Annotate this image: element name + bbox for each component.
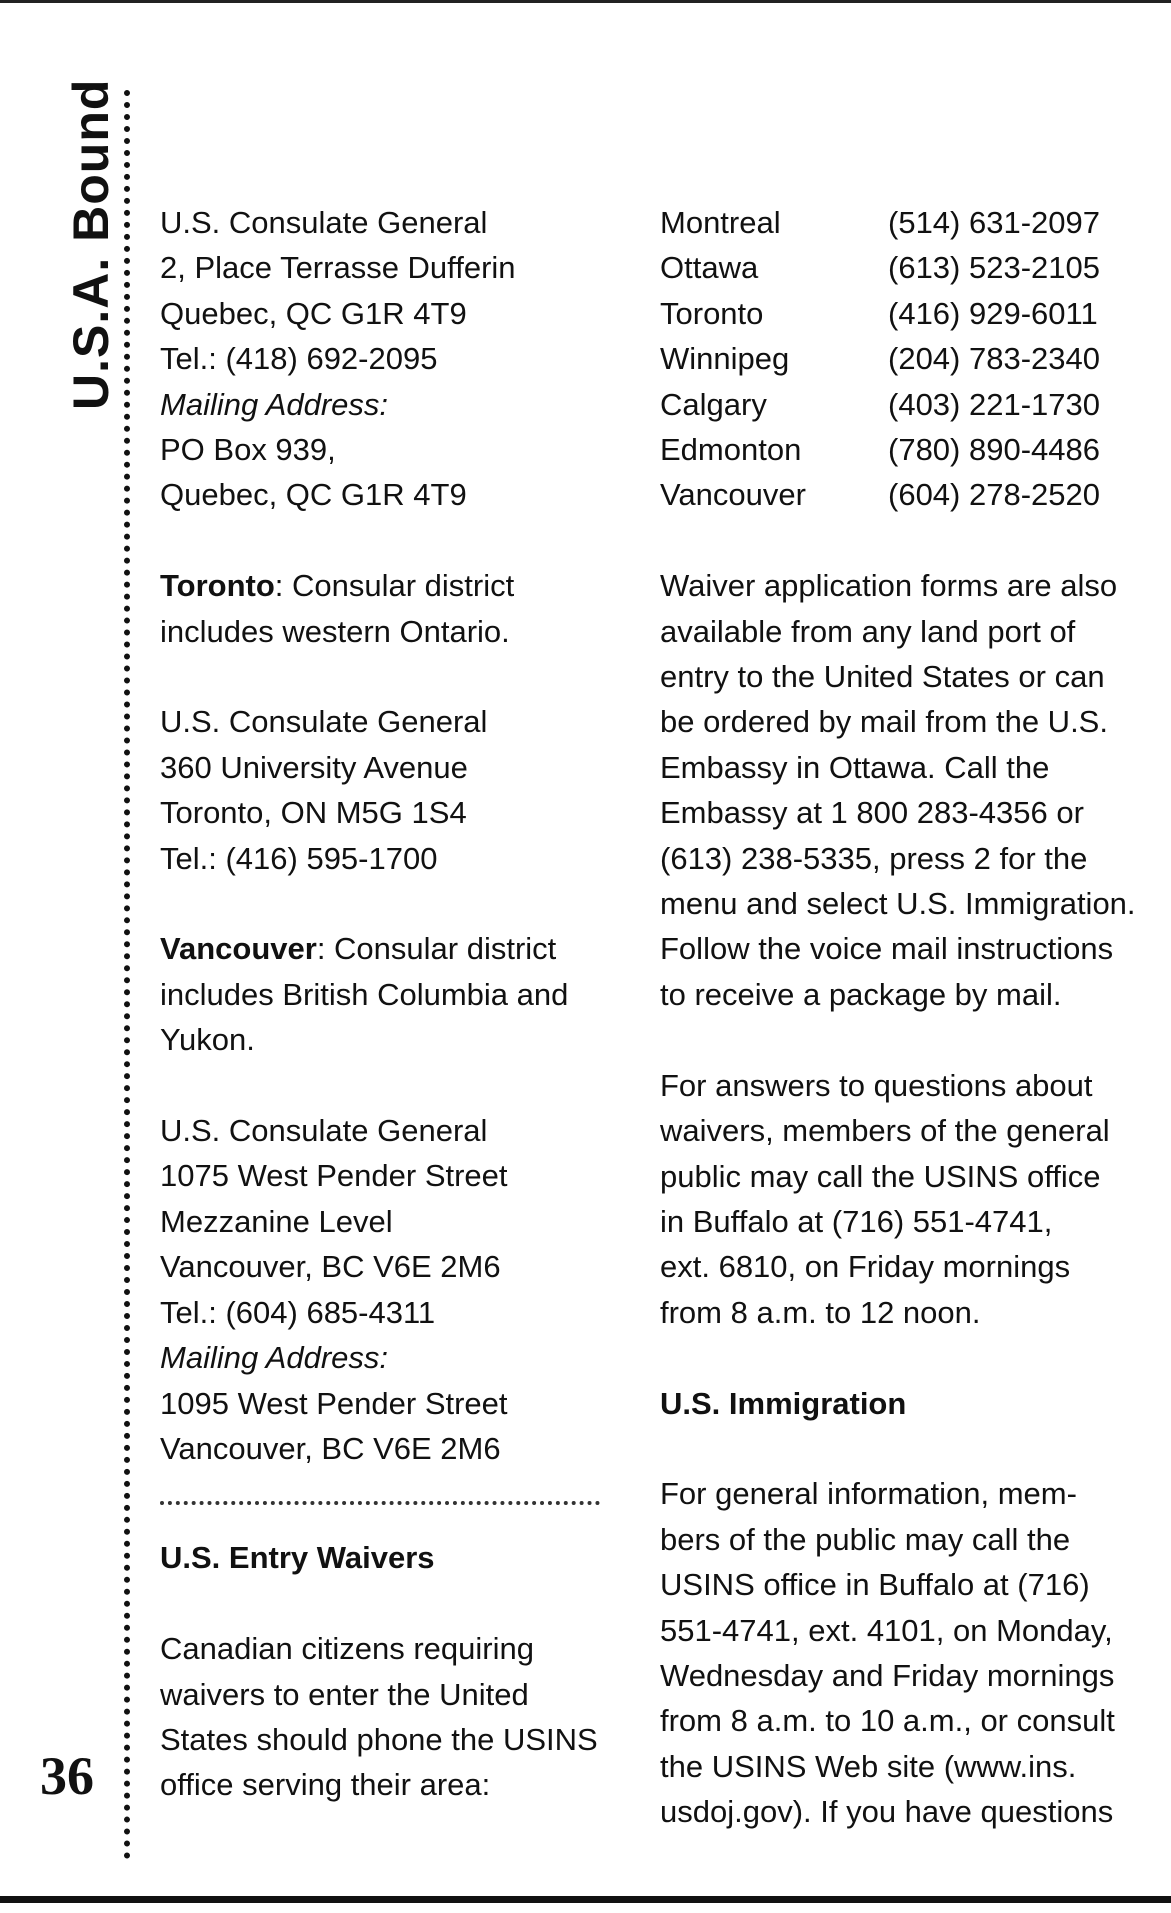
address-line: Quebec, QC G1R 4T9 — [160, 477, 467, 513]
vancouver-consulate-address — [160, 1108, 630, 1471]
waivers-heading: U.S. Entry Waivers — [160, 1540, 435, 1576]
toronto-consulate-address — [160, 699, 630, 881]
address-line: Toronto, ON M5G 1S4 — [160, 795, 467, 831]
running-header: U.S.A. Bound — [63, 78, 119, 410]
general-info-paragraph — [660, 1471, 1115, 1834]
address-line: Vancouver, BC V6E 2M6 — [160, 1430, 501, 1466]
mailing-address-label: Mailing Address: — [160, 386, 389, 422]
paragraph-line: in Buffalo at (716) 551-4741, — [660, 1203, 1053, 1239]
paragraph-line: usdoj.gov). If you have questions — [660, 1794, 1114, 1830]
paragraph-line: Wednesday and Friday mornings — [660, 1657, 1115, 1693]
office-city: Calgary — [660, 386, 767, 422]
section-separator — [160, 1501, 600, 1505]
district-text: : Consular district — [274, 568, 515, 604]
office-row — [660, 427, 1100, 472]
district-text: includes British Columbia and — [160, 976, 569, 1012]
address-line: Vancouver, BC V6E 2M6 — [160, 1249, 501, 1285]
phone-line: Tel.: (418) 692-2095 — [160, 341, 438, 377]
paragraph-line: to receive a package by mail. — [660, 976, 1062, 1012]
paragraph-line: 551-4741, ext. 4101, on Monday, — [660, 1612, 1113, 1648]
right-column — [660, 200, 1136, 1835]
mailing-address-label: Mailing Address: — [160, 1340, 389, 1376]
paragraph-line: Embassy in Ottawa. Call the — [660, 749, 1050, 785]
address-line: 2, Place Terrasse Dufferin — [160, 250, 516, 286]
paragraph-line: Canadian citizens requiring — [160, 1631, 534, 1667]
office-city: Ottawa — [660, 250, 759, 286]
paragraph-line: waivers to enter the United — [160, 1676, 529, 1712]
address-line: U.S. Consulate General — [160, 704, 488, 740]
office-row — [660, 472, 1100, 517]
paragraph-line: office serving their area: — [160, 1767, 491, 1803]
office-phone: (514) 631-2097 — [888, 205, 1100, 240]
paragraph-line: (613) 238-5335, press 2 for the — [660, 840, 1088, 876]
waivers-paragraph — [160, 1626, 630, 1808]
address-line: Quebec, QC G1R 4T9 — [160, 295, 467, 331]
page-number: 36 — [40, 1746, 94, 1806]
address-line: 1095 West Pender Street — [160, 1385, 508, 1421]
toronto-label: Toronto — [160, 568, 275, 604]
immigration-heading: U.S. Immigration — [660, 1385, 907, 1421]
paragraph-line: public may call the USINS office — [660, 1158, 1101, 1194]
office-phone: (604) 278-2520 — [888, 477, 1100, 513]
vancouver-label: Vancouver — [160, 931, 317, 967]
answers-paragraph — [660, 1063, 1110, 1335]
paragraph-line: Embassy at 1 800 283-4356 or — [660, 795, 1084, 831]
paragraph-line: ext. 6810, on Friday mornings — [660, 1249, 1071, 1285]
paragraph-line: For answers to questions about — [660, 1067, 1093, 1103]
address-line: PO Box 939, — [160, 432, 336, 468]
address-line: Mezzanine Level — [160, 1203, 393, 1239]
office-row — [660, 382, 1100, 427]
paragraph-line: from 8 a.m. to 12 noon. — [660, 1294, 981, 1330]
left-column — [160, 200, 630, 1808]
waiver-forms-paragraph — [660, 563, 1136, 1017]
office-row — [660, 291, 1100, 336]
usins-office-list — [660, 200, 1100, 518]
office-phone: (204) 783-2340 — [888, 341, 1100, 377]
office-city: Winnipeg — [660, 341, 790, 377]
bottom-rule — [0, 1896, 1171, 1903]
office-phone: (780) 890-4486 — [888, 432, 1100, 468]
office-row — [660, 245, 1100, 290]
paragraph-line: States should phone the USINS — [160, 1721, 598, 1757]
office-city: Toronto — [660, 295, 764, 331]
paragraph-line: bers of the public may call the — [660, 1521, 1071, 1557]
paragraph-line: available from any land port of — [660, 613, 1076, 649]
address-line: 1075 West Pender Street — [160, 1158, 508, 1194]
office-city: Vancouver — [660, 477, 806, 513]
office-city: Edmonton — [660, 432, 802, 468]
vancouver-district — [160, 926, 630, 1062]
district-text: includes western Ontario. — [160, 613, 510, 649]
paragraph-line: For general information, mem- — [660, 1476, 1077, 1512]
paragraph-line: USINS office in Buffalo at (716) — [660, 1567, 1090, 1603]
office-row — [660, 336, 1100, 381]
top-rule — [0, 0, 1171, 3]
paragraph-line: entry to the United States or can — [660, 659, 1105, 695]
district-text: : Consular district — [316, 931, 557, 967]
quebec-consulate-address — [160, 200, 630, 518]
address-line: 360 University Avenue — [160, 749, 468, 785]
toronto-district — [160, 563, 630, 654]
paragraph-line: from 8 a.m. to 10 a.m., or consult — [660, 1703, 1115, 1739]
phone-line: Tel.: (604) 685-4311 — [160, 1294, 436, 1330]
paragraph-line: waivers, members of the general — [660, 1113, 1110, 1149]
dotted-margin-rule — [124, 90, 138, 1860]
paragraph-line: be ordered by mail from the U.S. — [660, 704, 1108, 740]
office-phone: (613) 523-2105 — [888, 250, 1100, 286]
paragraph-line: the USINS Web site (www.ins. — [660, 1748, 1077, 1784]
address-line: U.S. Consulate General — [160, 1113, 488, 1149]
district-text: Yukon. — [160, 1022, 255, 1058]
address-line: U.S. Consulate General — [160, 205, 488, 240]
paragraph-line: menu and select U.S. Immigration. — [660, 886, 1136, 922]
paragraph-line: Follow the voice mail instructions — [660, 931, 1114, 967]
office-phone: (403) 221-1730 — [888, 386, 1100, 422]
office-phone: (416) 929-6011 — [888, 295, 1098, 331]
phone-line: Tel.: (416) 595-1700 — [160, 840, 438, 876]
office-city: Montreal — [660, 205, 781, 240]
office-row — [660, 200, 1100, 245]
paragraph-line: Waiver application forms are also — [660, 568, 1118, 604]
